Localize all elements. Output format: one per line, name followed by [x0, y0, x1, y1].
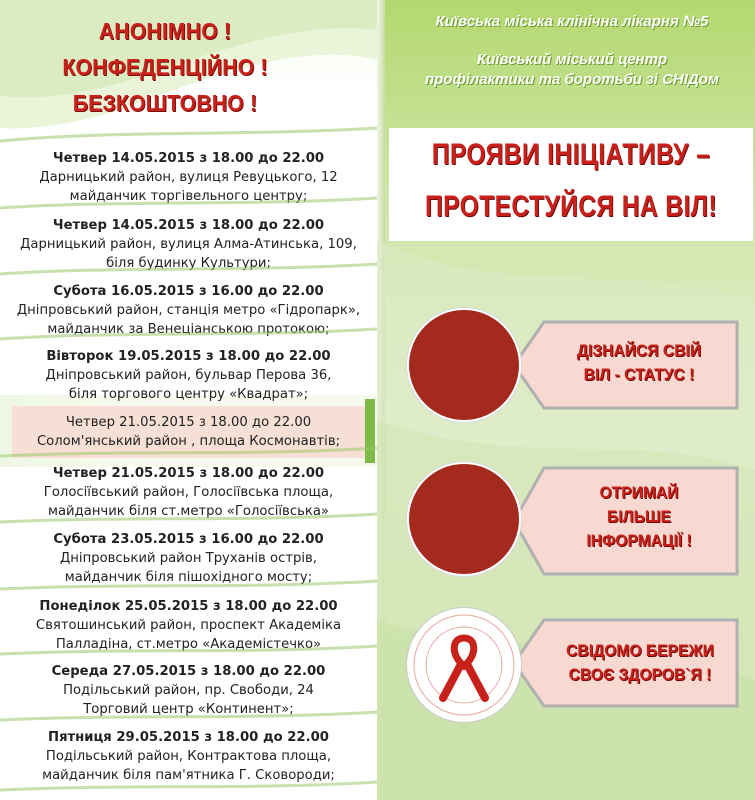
tag-line: СВІДОМО БЕРЕЖИ — [566, 641, 714, 660]
red-ribbon-icon — [409, 610, 519, 720]
slogan-anonymous: АНОНІМНО ! — [98, 18, 232, 44]
event-place: Подільський район, Контрактова площа, — [45, 749, 332, 764]
event-place-detail: біля торгового центру «Квадрат»; — [68, 387, 309, 402]
event-place: Дніпровський район Труханів острів, — [59, 551, 317, 566]
divider-lines — [0, 0, 377, 800]
left-panel — [0, 0, 377, 800]
event-place-detail: майданчик біля пішохідного мосту; — [64, 570, 313, 585]
event-place: Подільський район, пр. Свободи, 24 — [63, 683, 314, 698]
right-panel — [377, 0, 755, 800]
event-date: Субота 23.05.2015 з 16.00 до 22.00 — [53, 532, 324, 547]
event-place: Голосіївський район, Голосіївська площа, — [43, 485, 334, 500]
event-date: Пятниця 29.05.2015 з 18.00 до 22.00 — [48, 730, 329, 745]
red-circle-1 — [409, 310, 519, 420]
tag-line: СВОЄ ЗДОРОВ`Я ! — [568, 665, 712, 684]
main-title-line1: ПРОЯВИ ІНІЦІАТИВУ – — [431, 138, 711, 171]
event-date: Четвер 21.05.2015 з 18.00 до 22.00 — [52, 466, 325, 481]
event-place: Святошинський район, проспект Академіка — [35, 618, 342, 633]
event-date: Середа 27.05.2015 з 18.00 до 22.00 — [51, 664, 326, 679]
slogan-confidential: КОНФЕДЕНЦІЙНО ! — [62, 54, 268, 80]
event-date: Вівторок 19.05.2015 з 18.00 до 22.00 — [46, 349, 331, 364]
tag-protect-health — [543, 639, 736, 687]
center-name-line2: профілактики та боротьби зі СНІДом — [424, 71, 720, 88]
tag-know-status — [547, 339, 731, 387]
event-place-detail: майданчик за Венеціанською протокою; — [47, 322, 330, 337]
main-title-line2: ПРОТЕСТУЙСЯ НА ВІЛ! — [425, 190, 717, 223]
event-date: Понеділок 25.05.2015 з 18.00 до 22.00 — [39, 599, 338, 614]
slogan-free: БЕЗКОШТОВНО ! — [72, 90, 258, 116]
event-place: Дніпровський район, бульвар Перова 36, — [45, 368, 332, 383]
red-circle-2 — [409, 464, 519, 574]
event-place-detail: Торговий центр «Континент»; — [83, 702, 294, 717]
event-date: Четвер 21.05.2015 з 18.00 до 22.00 — [65, 415, 312, 430]
tag-get-info — [547, 481, 731, 553]
event-place: Дарницький район, вулиця Алма-Атинська, 109, — [20, 237, 357, 252]
event-place-detail: біля будинку Культури; — [106, 256, 271, 271]
tag-line: ДІЗНАЙСЯ СВІЙ — [576, 341, 702, 360]
event-date: Субота 16.05.2015 з 16.00 до 22.00 — [53, 284, 324, 299]
tag-line: ОТРИМАЙ — [599, 483, 679, 502]
event-place-detail: майданчик торгівельного центру; — [69, 189, 308, 204]
event-place-detail: майданчик біля ст.метро «Голосіївська» — [48, 504, 329, 519]
event-place: Дарницький район, вулиця Ревуцького, 12 — [39, 170, 338, 185]
ribbon-badge — [409, 610, 519, 720]
event-place: Солом'янський район , площа Космонавтів; — [36, 434, 341, 449]
center-name-line1: Київський міський центр — [476, 51, 668, 68]
hospital-name: Київська міська клінічна лікарня №5 — [435, 13, 709, 30]
event-place: Дніпровський район, станція метро «Гідропарк», — [16, 303, 361, 318]
event-date: Четвер 14.05.2015 з 18.00 до 22.00 — [52, 151, 325, 166]
event-place-detail: Палладіна, ст.метро «Академістечко» — [55, 637, 322, 652]
event-date: Четвер 14.05.2015 з 18.00 до 22.00 — [52, 218, 325, 233]
tag-line: ІНФОРМАЦІЇ ! — [586, 531, 692, 550]
event-place-detail: майданчик біля пам'ятника Г. Сковороди; — [42, 768, 335, 783]
tag-line: ВІЛ - СТАТУС ! — [583, 365, 695, 384]
tag-line: БІЛЬШЕ — [607, 507, 671, 526]
